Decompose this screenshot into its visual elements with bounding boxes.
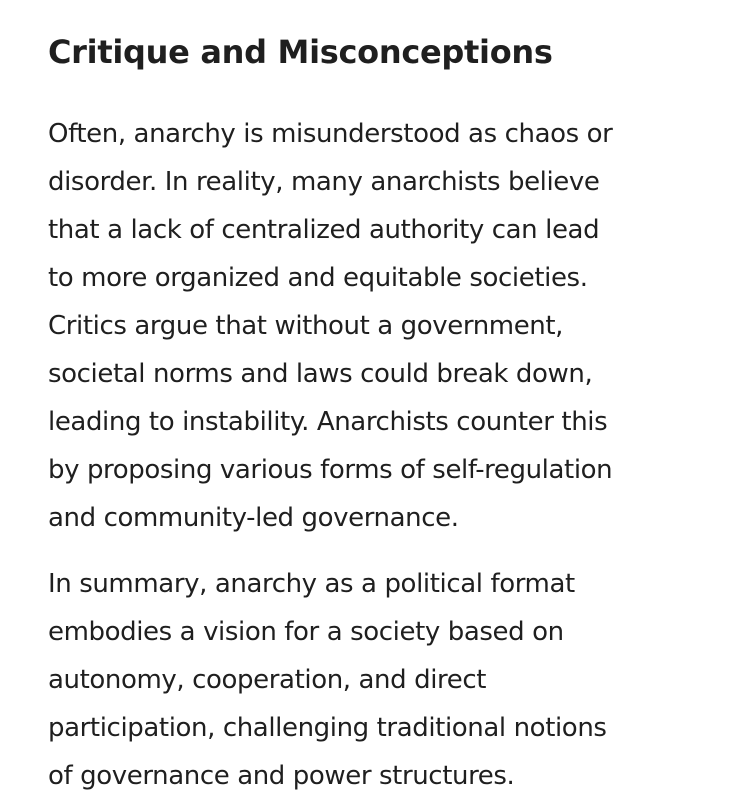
paragraph-line: and community-led governance. — [48, 503, 459, 533]
paragraph-critique — [48, 110, 708, 542]
paragraph-line: Critics argue that without a government, — [48, 311, 564, 341]
paragraph-line: to more organized and equitable societies. — [48, 263, 588, 293]
section-heading: Critique and Misconceptions — [48, 33, 553, 71]
paragraph-line: that a lack of centralized authority can lead — [48, 215, 600, 245]
paragraph-line: participation, challenging traditional notions — [48, 713, 607, 743]
paragraph-line: autonomy, cooperation, and direct — [48, 665, 487, 695]
paragraph-line: leading to instability. Anarchists counter this — [48, 407, 608, 437]
paragraph-line: of governance and power structures. — [48, 761, 515, 791]
paragraph-line: embodies a vision for a society based on — [48, 617, 564, 647]
paragraph-line: disorder. In reality, many anarchists believe — [48, 167, 600, 197]
paragraph-line: Often, anarchy is misunderstood as chaos or — [48, 119, 613, 149]
paragraph-line: In summary, anarchy as a political format — [48, 569, 575, 599]
paragraph-line: societal norms and laws could break down, — [48, 359, 593, 389]
paragraph-line: by proposing various forms of self-regulation — [48, 455, 613, 485]
paragraph-summary — [48, 560, 708, 800]
article-content — [48, 26, 708, 800]
